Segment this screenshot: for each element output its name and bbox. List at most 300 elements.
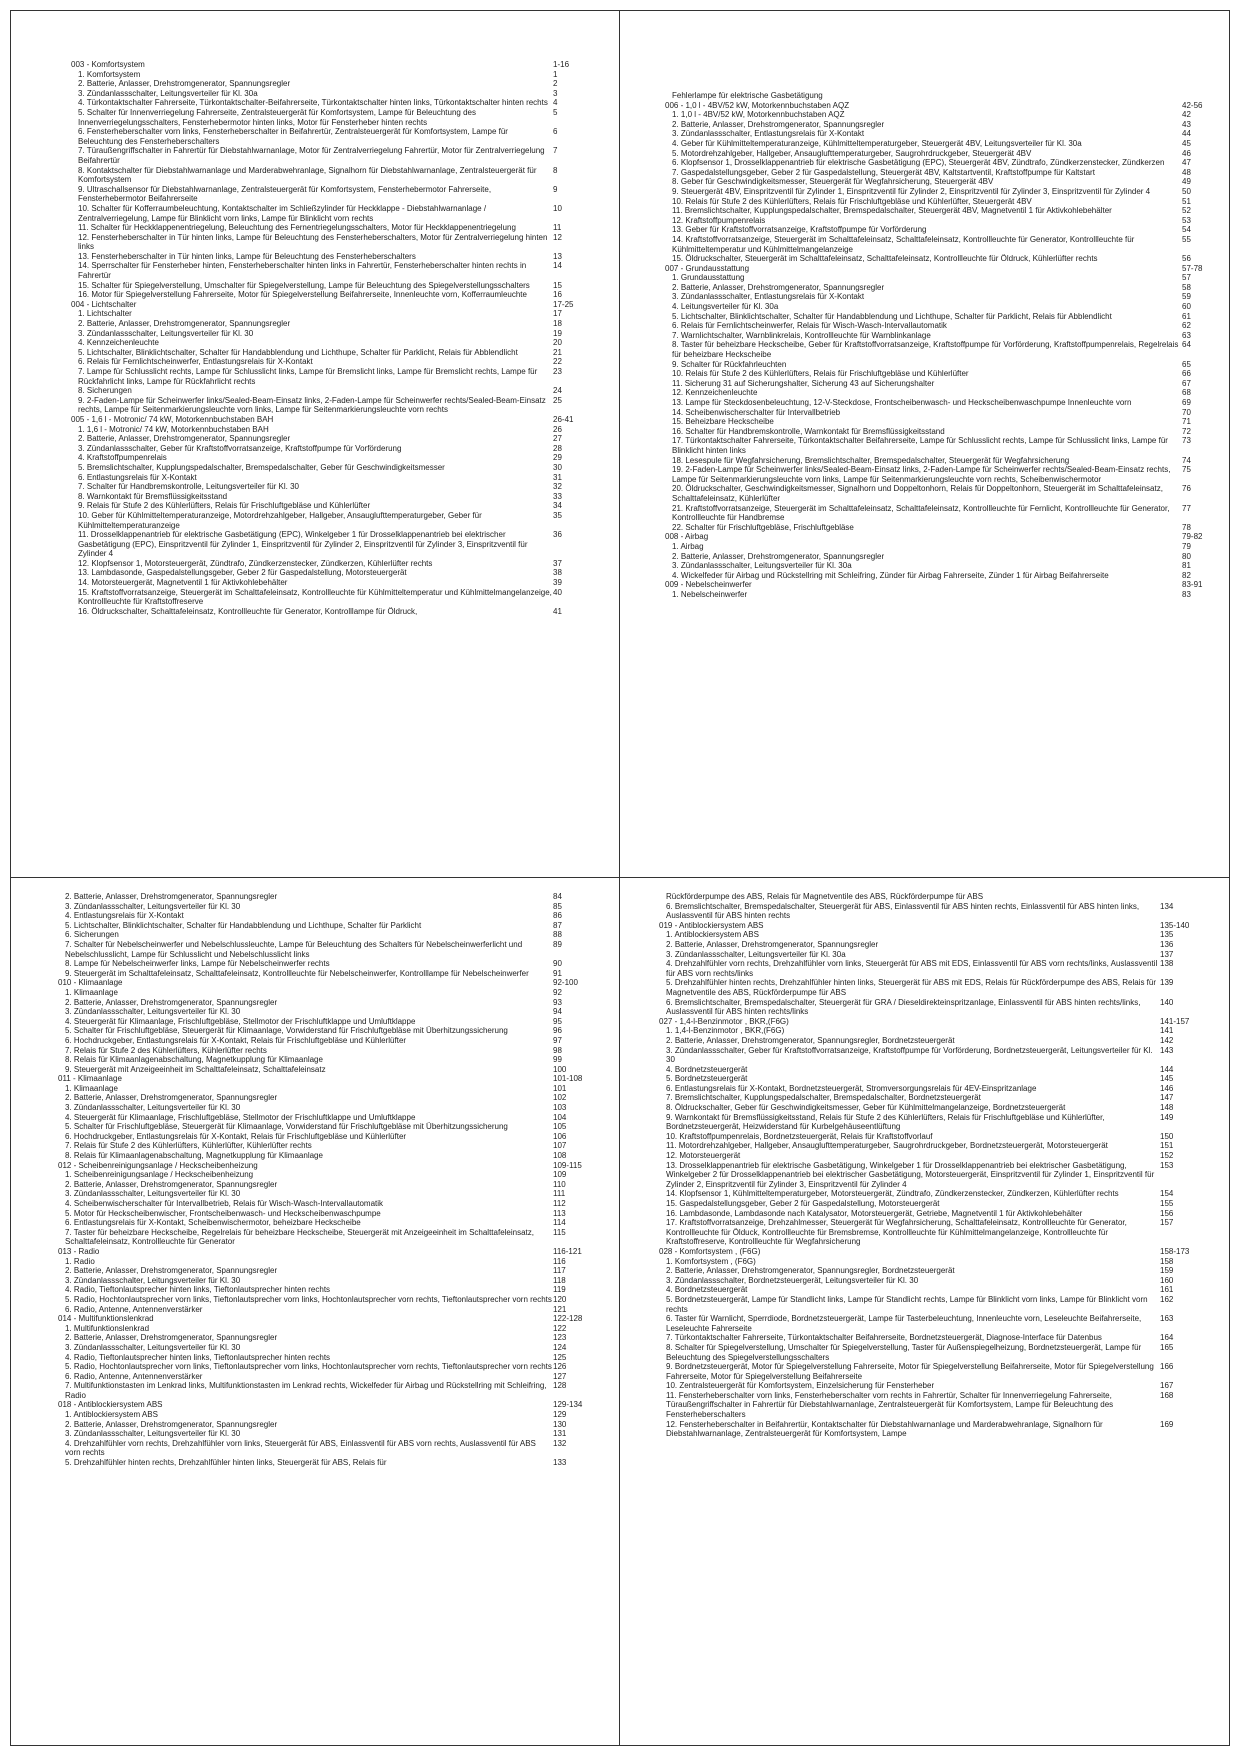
index-entry	[665, 273, 1215, 283]
index-entry	[58, 921, 611, 931]
entry-title: 12. Klopfsensor 1, Motorsteuergerät, Zündtrafo, Zündkerzenstecker, Zündkerzen, Kühlerlüfter rechts	[78, 558, 433, 568]
entry-title: 6. Bremslichtschalter, Bremspedalschalter, Steuergerät für GRA / Dieseldirekteinspritzanlage, Einlassventil für ABS hinten rechts/links, Auslassventil für ABS hinten rechts/links	[666, 997, 1141, 1017]
entry-page-number: 159	[1160, 1266, 1174, 1276]
entry-title: 1. Klimaanlage	[65, 1083, 118, 1093]
entry-title: 9. Ultraschallsensor für Diebstahlwarnanlage, Zentralsteuergerät für Komfortsystem, Fensterhebermotor Fahrerseite, Fensterhebermotor Beifahrerseite	[78, 184, 492, 204]
index-entry	[665, 225, 1215, 235]
entry-title: 19. 2-Faden-Lampe für Scheinwerfer links/Sealed-Beam-Einsatz links, 2-Faden-Lampe für Scheinwerfer rechts/Sealed-Beam-Einsatz rechts, Lampe für Seitenmarkierungsleuchte vorn links, Lampe für Seitenmarkierungsleuchte vorn rechts, Scheibenwischermotor	[672, 465, 1171, 484]
index-entry	[659, 1074, 1215, 1084]
index-entry	[665, 158, 1215, 168]
index-entry	[71, 444, 611, 454]
entry-title: 15. Öldruckschalter, Steuergerät im Schalttafeleinsatz, Schalttafeleinsatz, Kontrollleuchte für Öldruck, Kühlerlüfter rechts	[672, 254, 1098, 264]
index-entry	[659, 902, 1215, 921]
entry-page-number: 67	[1182, 378, 1191, 388]
entry-title: 10. Schalter für Kofferraumbeleuchtung, Kontaktschalter im Schließzylinder für Heckklappe - Diebstahlwarnanlage / Zentralverriegelung, Lampe für Blinklicht vorn links, Lampe für Blinklicht vorn rechts	[78, 203, 487, 223]
entry-title: 21. Kraftstoffvorratsanzeige, Steuergerät im Schalttafeleinsatz, Schalttafeleinsatz, Kontrollleuchte für Fernlicht, Kontrollleuchte für Generator, Kontrollleuchte für Handbremse	[672, 503, 1170, 523]
entry-title: 12. Kennzeichenleuchte	[672, 388, 758, 398]
index-entry	[665, 197, 1215, 207]
entry-page-number: 81	[1182, 561, 1191, 571]
entry-page-number: 38	[553, 568, 562, 578]
entry-title: 4. Steuergerät für Klimaanlage, Frischluftgebläse, Stellmotor der Frischluftklappe und Umluftklappe	[65, 1112, 416, 1122]
entry-page-number: 63	[1182, 330, 1191, 340]
index-entry	[665, 408, 1215, 418]
entry-title: 006 - 1,0 l - 4BV/52 kW, Motorkennbuchstaben AQZ	[665, 100, 850, 110]
entry-title: 18. Lesespule für Wegfahrsicherung, Bremslichtschalter, Bremspedalschalter, Steuergerät für Wegfahrsicherung	[672, 455, 1070, 465]
entry-title: 5. Drehzahlfühler hinten rechts, Drehzahlfühler hinten links, Steuergerät für ABS mit EDS, Relais für Rückförderpumpe des ABS, Relais für Magnetventile des ABS, Rückförderpumpe für ABS	[666, 978, 1157, 997]
index-entry	[659, 1065, 1215, 1075]
index-section-heading	[659, 1247, 1215, 1257]
entry-title: 10. Relais für Stufe 2 des Kühlerlüfters, Relais für Frischluftgebläse und Kühlerlüfter, Steuergerät 4BV	[672, 196, 1032, 206]
entry-page-number	[1160, 892, 1215, 902]
entry-title: 1. Klimaanlage	[65, 987, 118, 997]
index-entry	[58, 998, 611, 1008]
entry-title: 8. Schalter für Spiegelverstellung, Umschalter für Spiegelverstellung, Taster für Außenspiegelheizung, Bordnetzsteuergerät, Lampe für Beleuchtung des Spiegelverstellungsschalters	[666, 1342, 1142, 1362]
entry-page-number: 19	[553, 328, 562, 338]
entry-page-number: 50	[1182, 186, 1191, 196]
entry-page-number: 149	[1160, 1112, 1174, 1122]
entry-page-number: 103	[553, 1103, 567, 1113]
entry-page-number: 108	[553, 1151, 567, 1161]
index-entry	[71, 166, 611, 185]
entry-title: 3. Zündanlassschalter, Leitungsverteiler für Kl. 30	[65, 1007, 241, 1017]
entry-title: 14. Motorsteuergerät, Magnetventil 1 für Aktivkohlebehälter	[78, 578, 288, 588]
entry-page-number: 134	[1160, 901, 1174, 911]
entry-title: 14. Kraftstoffvorratsanzeige, Steuergerät im Schalttafeleinsatz, Schalttafeleinsatz, Kontrollleuchte für Generator, Kontrollleuchte für Kühlmitteltemperatur und Kühlmittelmangelanzeige	[672, 234, 1135, 254]
entry-title: 2. Batterie, Anlasser, Drehstromgenerator, Spannungsregler	[672, 282, 885, 292]
entry-title: 4. Leitungsverteiler für Kl. 30a	[672, 302, 779, 312]
index-entry	[71, 89, 611, 99]
index-entry	[58, 1122, 611, 1132]
index-list	[659, 892, 1215, 1696]
entry-page-number: 68	[1182, 388, 1191, 398]
index-entry	[58, 1410, 611, 1420]
entry-page-number: 138	[1160, 959, 1174, 969]
entry-page-number: 120	[553, 1294, 567, 1304]
index-entry	[659, 950, 1215, 960]
index-entry	[665, 206, 1215, 216]
entry-title: 1. Grundausstattung	[672, 273, 745, 283]
index-entry	[665, 561, 1215, 571]
entry-page-number: 94	[553, 1007, 562, 1017]
index-entry	[58, 1228, 611, 1247]
entry-page-number: 59	[1182, 292, 1191, 302]
index-entry	[58, 1266, 611, 1276]
index-section-heading	[665, 101, 1215, 111]
entry-page-number: 101-108	[553, 1074, 583, 1084]
index-entry	[665, 542, 1215, 552]
entry-title: 5. Lichtschalter, Blinklichtschalter, Schalter für Handabblendung und Lichthupe, Schalter für Parklicht	[65, 920, 422, 930]
entry-title: 3. Zündanlassschalter, Leitungsverteiler für Kl. 30a	[78, 88, 258, 98]
index-entry	[659, 1295, 1215, 1314]
entry-title: 3. Zündanlassschalter, Bordnetzsteuergerät, Leitungsverteiler für Kl. 30	[666, 1275, 919, 1285]
entry-title: 009 - Nebelscheinwerfer	[665, 580, 752, 590]
entry-title: 3. Zündanlassschalter, Leitungsverteiler für Kl. 30	[65, 901, 241, 911]
entry-title: 2. Batterie, Anlasser, Drehstromgenerator, Spannungsregler	[666, 939, 879, 949]
index-entry	[58, 1189, 611, 1199]
entry-title: 7. Türaußengriffschalter in Fahrertür für Diebstahlwarnanlage, Motor für Zentralverriegelung Fahrertür, Motor für Zentralverriegelung Beifahrertür	[78, 146, 545, 165]
entry-page-number: 79	[1182, 541, 1191, 551]
index-entry	[659, 1036, 1215, 1046]
index-entry	[71, 252, 611, 262]
index-entry	[665, 523, 1215, 533]
entry-page-number: 129-134	[553, 1400, 583, 1410]
entry-page-number: 15	[553, 280, 562, 290]
entry-page-number: 162	[1160, 1294, 1174, 1304]
entry-title: 1. 1,4-l-Benzinmotor , BKR,(F6G)	[666, 1026, 785, 1036]
entry-title: 8. Lampe für Nebelscheinwerfer links, Lampe für Nebelscheinwerfer rechts	[65, 959, 330, 969]
index-entry	[58, 1458, 611, 1468]
entry-page-number: 29	[553, 453, 562, 463]
index-entry	[665, 216, 1215, 226]
entry-title: 8. Geber für Geschwindigkeitsmesser, Steuergerät für Wegfahrsicherung, Steuergerät 4BV	[672, 177, 994, 187]
entry-page-number: 155	[1160, 1199, 1174, 1208]
entry-title: 4. Bordnetzsteuergerät	[666, 1064, 748, 1074]
entry-page-number: 86	[553, 911, 562, 921]
index-entry	[71, 70, 611, 80]
entry-page-number: 4	[553, 98, 558, 108]
entry-page-number: 49	[1182, 177, 1191, 187]
index-entry	[659, 1266, 1215, 1276]
entry-title: 8. Warnkontakt für Bremsflüssigkeitsstand	[78, 491, 228, 501]
entry-title: 4. Scheibenwischerschalter für Intervallbetrieb, Relais für Wisch-Wasch-Intervallautomatik	[65, 1199, 384, 1208]
index-entry	[58, 902, 611, 912]
index-entry	[58, 1046, 611, 1056]
entry-title: 6. Relais für Fernlichtscheinwerfer, Entlastungsrelais für X-Kontakt	[78, 357, 313, 367]
entry-title: 5. Lichtschalter, Blinklichtschalter, Schalter für Handabblendung und Lichthupe, Schalter für Parklicht, Relais für Abblendlicht	[78, 347, 518, 357]
entry-page-number: 55	[1182, 234, 1191, 244]
entry-page-number: 61	[1182, 311, 1191, 321]
index-entry	[659, 1084, 1215, 1094]
index-entry	[58, 1362, 611, 1372]
entry-title: 5. Bordnetzsteuergerät	[666, 1074, 748, 1084]
entry-page-number: 131	[553, 1429, 567, 1439]
entry-page-number: 126	[553, 1362, 567, 1372]
entry-page-number: 152	[1160, 1151, 1174, 1161]
entry-title: 2. Batterie, Anlasser, Drehstromgenerator, Spannungsregler	[65, 892, 278, 901]
index-entry	[665, 484, 1215, 503]
index-entry	[665, 312, 1215, 322]
entry-title: 4. Drehzahlfühler vorn rechts, Drehzahlfühler vorn links, Steuergerät für ABS, Einlassventil für ABS vorn rechts, Auslassventil für ABS vorn rechts	[65, 1438, 536, 1458]
index-entry	[58, 1439, 611, 1458]
entry-title: 2. Batterie, Anlasser, Drehstromgenerator, Spannungsregler	[78, 319, 291, 329]
entry-page-number: 28	[553, 443, 562, 453]
entry-title: 1. Airbag	[672, 541, 704, 551]
entry-page-number: 99	[553, 1055, 562, 1065]
entry-page-number: 91	[553, 968, 562, 978]
entry-page-number: 11	[553, 223, 562, 233]
entry-title: 3. Zündanlassschalter, Leitungsverteiler für Kl. 30	[65, 1429, 241, 1439]
entry-page-number: 158-173	[1160, 1246, 1190, 1256]
entry-page-number: 93	[553, 997, 562, 1007]
index-entry	[71, 348, 611, 358]
entry-page-number: 147	[1160, 1093, 1174, 1103]
index-entry	[71, 290, 611, 300]
entry-title: 1. 1,6 l - Motronic/ 74 kW, Motorkennbuchstaben BAH	[78, 424, 269, 434]
index-entry	[58, 1103, 611, 1113]
entry-title: 4. Kennzeichenleuchte	[78, 338, 159, 348]
entry-title: 8. Relais für Klimaanlagenabschaltung, Magnetkupplung für Klimaanlage	[65, 1055, 323, 1065]
entry-page-number: 10	[553, 203, 562, 213]
entry-title: 6. Hochdruckgeber, Entlastungsrelais für X-Kontakt, Relais für Frischluftgebläse und Kühlerlüfter	[65, 1035, 407, 1045]
index-entry	[659, 959, 1215, 978]
entry-title: 5. Radio, Hochtonlautsprecher vorn links, Tieftonlautsprecher vorn links, Hochtonlautsprecher vorn rechts, Tieftonlautsprecher vorn rechts	[65, 1294, 552, 1304]
index-entry	[58, 1209, 611, 1219]
entry-page-number: 20	[553, 338, 562, 348]
index-entry	[71, 530, 611, 559]
entry-title: 14. Sperrschalter für Fensterheber hinten, Fensterheberschalter hinten links in Fahrertür, Fensterheberschalter hinten rechts in Fahrertür	[78, 261, 527, 281]
entry-title: 008 - Airbag	[665, 532, 709, 542]
entry-page-number: 73	[1182, 436, 1191, 446]
entry-title: 7. Türkontaktschalter Fahrerseite, Türkontaktschalter Beifahrerseite, Bordnetzsteuergerät, Diagnose-Interface für Datenbus	[666, 1333, 1102, 1343]
entry-title: 1. Komfortsystem	[78, 69, 141, 79]
index-entry	[659, 1276, 1215, 1286]
entry-title: 20. Öldruckschalter, Geschwindigkeitsmesser, Signalhorn und Doppeltonhorn, Relais für Doppeltonhorn, Steuergerät im Schalttafeleinsatz, Schalttafeleinsatz, Kühlerlüfter	[672, 484, 1163, 503]
entry-title: 003 - Komfortsystem	[71, 60, 145, 69]
entry-title: 012 - Scheibenreinigungsanlage / Heckscheibenheizung	[58, 1160, 258, 1170]
index-section-heading	[58, 1161, 611, 1171]
entry-page-number: 132	[553, 1438, 567, 1448]
index-entry	[659, 1103, 1215, 1113]
entry-page-number: 25	[553, 395, 562, 405]
index-entry	[665, 91, 1215, 101]
entry-page-number: 127	[553, 1371, 567, 1381]
index-section-heading	[659, 921, 1215, 931]
index-entry	[665, 590, 1215, 600]
entry-page-number: 130	[553, 1419, 567, 1429]
index-entry	[71, 309, 611, 319]
entry-page-number: 51	[1182, 196, 1191, 206]
index-entry	[58, 1429, 611, 1439]
entry-page-number: 65	[1182, 359, 1191, 369]
index-entry	[665, 120, 1215, 130]
entry-page-number: 143	[1160, 1045, 1174, 1055]
entry-page-number: 156	[1160, 1208, 1174, 1218]
entry-page-number: 27	[553, 434, 562, 444]
entry-title: 1. Radio	[65, 1256, 95, 1266]
entry-title: 13. Fensterheberschalter in Tür hinten links, Lampe für Beleuchtung des Fensterheberschalters	[78, 251, 416, 261]
entry-page-number: 102	[553, 1093, 567, 1103]
entry-page-number: 36	[553, 530, 562, 540]
index-entry	[71, 338, 611, 348]
index-entry	[665, 369, 1215, 379]
entry-page-number: 110	[553, 1179, 566, 1189]
entry-title: 17. Türkontaktschalter Fahrerseite, Türkontaktschalter Beifahrerseite, Lampe für Schlusslicht rechts, Lampe für Schlusslicht links, Lampe für Blinklicht hinten links	[672, 436, 1168, 455]
entry-title: 8. Öldruckschalter, Geber für Geschwindigkeitsmesser, Geber für Kühlmittelmangelanzeige, Bordnetzsteuergerät	[666, 1103, 1066, 1113]
entry-page-number: 167	[1160, 1381, 1174, 1391]
entry-title: 3. Zündanlassschalter, Entlastungsrelais für X-Kontakt	[672, 292, 865, 302]
entry-title: 5. Motordrehzahlgeber, Hallgeber, Ansauglufttemperaturgeber, Saugrohrdruckgeber, Steuergerät 4BV	[672, 148, 1032, 158]
entry-page-number: 82	[1182, 570, 1191, 580]
entry-title: 6. Entlastungsrelais für X-Kontakt, Scheibenwischermotor, beheizbare Heckscheibe	[65, 1218, 361, 1228]
entry-title: 011 - Klimaanlage	[58, 1074, 122, 1084]
entry-page-number: 113	[553, 1208, 566, 1218]
index-entry	[58, 1132, 611, 1142]
entry-title: 11. Schalter für Heckklappenentriegelung, Beleuchtung des Fernentriegelungsschalters, Motor für Heckklappenentriegelung	[78, 223, 516, 233]
entry-page-number: 141	[1160, 1026, 1174, 1036]
index-entry	[58, 1180, 611, 1190]
entry-title: 7. Warnlichtschalter, Warnblinkrelais, Kontrollleuchte für Warnblinkanlage	[672, 330, 931, 340]
entry-page-number: 53	[1182, 215, 1191, 225]
index-entry	[659, 1343, 1215, 1362]
entry-page-number: 9	[553, 184, 558, 194]
entry-title: 7. Relais für Stufe 2 des Kühlerlüfters, Kühlerlüfter, Kühlerlüfter rechts	[65, 1141, 312, 1151]
entry-page-number: 124	[553, 1342, 567, 1352]
entry-page-number: 119	[553, 1285, 566, 1295]
index-entry	[665, 321, 1215, 331]
index-section-heading	[665, 532, 1215, 542]
index-section-heading	[58, 1400, 611, 1410]
index-entry	[58, 1017, 611, 1027]
index-section-heading	[665, 580, 1215, 590]
index-entry	[71, 588, 611, 607]
entry-page-number: 114	[553, 1218, 566, 1228]
index-entry	[71, 127, 611, 146]
entry-title: 6. Entlastungsrelais für X-Kontakt	[78, 472, 197, 482]
index-section-heading	[58, 978, 611, 988]
index-entry	[71, 79, 611, 89]
entry-page-number: 157	[1160, 1218, 1174, 1228]
index-entry	[659, 1333, 1215, 1343]
index-entry	[58, 1065, 611, 1075]
entry-page-number: 136	[1160, 939, 1174, 949]
entry-title: 5. Schalter für Innenverriegelung Fahrerseite, Zentralsteuergerät für Komfortsystem, Lampe für Beleuchtung des Innenverriegelungsschalters, Fensterhebermotor hinten links, Motor für Fensterheber hinten rechts	[78, 107, 476, 127]
entry-page-number: 117	[553, 1266, 566, 1276]
entry-page-number: 100	[553, 1064, 567, 1074]
index-entry	[665, 254, 1215, 264]
entry-title: 15. Gaspedalstellungsgeber, Geber 2 für Gaspedalstellung, Motorsteuergerät	[666, 1199, 940, 1208]
entry-title: 1. Scheibenreinigungsanlage / Heckscheibenheizung	[65, 1170, 254, 1180]
index-entry	[71, 204, 611, 223]
entry-title: 13. Drosselklappenantrieb für elektrische Gasbetätigung, Winkelgeber 1 für Drosselklappenantrieb bei elektrischer Gasbetätigung, Winkelgeber 2 für Drosselklappenantrieb bei elektrischer Gasbetätigung, Motorsteuergerät, Einspritzventil für Zylinder 1, Einspritzventil für Zylinder 2, Einspritzventil für Zylinder 3, Einspritzventil für Zylinder 4	[666, 1160, 1155, 1189]
index-entry	[665, 340, 1215, 359]
entry-title: 12. Motorsteuergerät	[666, 1151, 741, 1161]
index-entry	[665, 427, 1215, 437]
entry-title: 12. Kraftstoffpumpenrelais	[672, 215, 766, 225]
index-entry	[58, 892, 611, 902]
index-entry	[71, 98, 611, 108]
entry-title: 11. Motordrehzahlgeber, Hallgeber, Ansauglufttemperaturgeber, Saugrohrdruckgeber, Bordnetzsteuergerät, Motorsteuergerät	[666, 1141, 1108, 1151]
index-section-heading	[71, 415, 611, 425]
index-list	[71, 60, 611, 829]
entry-title: 4. Bordnetzsteuergerät	[666, 1285, 748, 1295]
entry-title: 1. Lichtschalter	[78, 309, 132, 319]
entry-title: 10. Geber für Kühlmitteltemperaturanzeige, Motordrehzahlgeber, Hallgeber, Ansauglufttemperaturgeber, Geber für Kühlmitteltemperaturanzeige	[78, 510, 482, 530]
index-entry	[659, 1391, 1215, 1420]
entry-page-number: 139	[1160, 978, 1174, 988]
entry-title: 7. Lampe für Schlusslicht rechts, Lampe für Schlusslicht links, Lampe für Bremslicht links, Lampe für Bremslicht rechts, Lampe für Rückfahrlicht links, Lampe für Rückfahrlicht rechts	[78, 367, 538, 386]
entry-page-number: 16	[553, 290, 562, 300]
entry-title: 3. Zündanlassschalter, Leitungsverteiler für Kl. 30a	[666, 949, 846, 959]
entry-page-number: 151	[1160, 1141, 1174, 1151]
index-entry	[58, 1170, 611, 1180]
index-entry	[58, 1420, 611, 1430]
entry-title: 8. Taster für beheizbare Heckscheibe, Geber für Kraftstoffvorratsanzeige, Kraftstoffpumpe für Vorförderung, Kraftstoffpumpenrelais, Regelrelais für beheizbare Heckscheibe	[672, 340, 1179, 360]
entry-title: 004 - Lichtschalter	[71, 299, 137, 309]
index-section-heading	[58, 1074, 611, 1084]
entry-page-number: 33	[553, 491, 562, 501]
entry-page-number: 43	[1182, 119, 1191, 129]
entry-title: 4. Entlastungsrelais für X-Kontakt	[65, 911, 184, 921]
entry-page-number: 58	[1182, 282, 1191, 292]
entry-page-number: 150	[1160, 1131, 1174, 1141]
entry-title: 028 - Komfortsystem , (F6G)	[659, 1246, 761, 1256]
index-entry	[58, 1007, 611, 1017]
index-entry	[58, 1218, 611, 1228]
entry-page-number: 104	[553, 1112, 567, 1122]
entry-title: 3. Zündanlassschalter, Geber für Kraftstoffvorratsanzeige, Kraftstoffpumpe für Vorförderung, Bordnetzsteuergerät, Leitungsverteiler für Kl. 30	[666, 1045, 1153, 1065]
entry-title: 2. Batterie, Anlasser, Drehstromgenerator, Spannungsregler	[78, 79, 291, 89]
index-entry	[58, 930, 611, 940]
entry-title: 7. Gaspedalstellungsgeber, Geber 2 für Gaspedalstellung, Steuergerät 4BV, Kaltstartventil, Kraftstoffpumpe für Kaltstart	[672, 167, 1095, 177]
entry-page-number: 92-100	[553, 978, 578, 988]
index-entry	[659, 1141, 1215, 1151]
entry-title: 1. Antiblockiersystem ABS	[65, 1410, 158, 1420]
index-entry	[665, 129, 1215, 139]
index-entry	[659, 1113, 1215, 1132]
entry-page-number: 14	[553, 261, 562, 271]
index-entry	[58, 1333, 611, 1343]
entry-title: 13. Lampe für Steckdosenbeleuchtung, 12-V-Steckdose, Frontscheibenwasch- und Heckscheibenwaschpumpe Innenleuchte vorn	[672, 398, 1132, 407]
index-entry	[665, 235, 1215, 254]
index-entry	[71, 357, 611, 367]
entry-title: 6. Relais für Fernlichtscheinwerfer, Relais für Wisch-Wasch-Intervallautomatik	[672, 321, 947, 331]
index-entry	[58, 988, 611, 998]
entry-title: 7. Relais für Stufe 2 des Kühlerlüfters, Kühlerlüfter rechts	[65, 1045, 267, 1055]
entry-title: 9. Schalter für Rückfahrleuchten	[672, 359, 787, 369]
entry-title: 4. Radio, Tieftonlautsprecher hinten links, Tieftonlautsprecher hinten rechts	[65, 1285, 331, 1295]
index-entry	[71, 578, 611, 588]
index-entry	[58, 1093, 611, 1103]
entry-page-number: 46	[1182, 148, 1191, 158]
entry-title: 10. Kraftstoffpumpenrelais, Bordnetzsteuergerät, Relais für Kraftstoffvorlauf	[666, 1131, 933, 1141]
entry-title: 15. Kraftstoffvorratsanzeige, Steuergerät im Schalttafeleinsatz, Kontrollleuchte für Kühlmitteltemperatur und Kühlmittelmangelanzeige, Kontrollleuchte für Kraftstoffreserve	[78, 587, 552, 607]
entry-page-number: 164	[1160, 1333, 1174, 1343]
entry-page-number: 54	[1182, 225, 1191, 235]
entry-page-number: 72	[1182, 426, 1191, 436]
entry-page-number: 105	[553, 1122, 567, 1132]
entry-page-number: 23	[553, 367, 562, 376]
index-entry	[58, 1084, 611, 1094]
entry-page-number: 77	[1182, 503, 1191, 513]
index-entry	[665, 552, 1215, 562]
entry-page-number: 85	[553, 901, 562, 911]
entry-page-number: 41	[553, 606, 562, 616]
entry-page-number: 52	[1182, 206, 1191, 216]
entry-page-number: 48	[1182, 167, 1191, 177]
index-list	[58, 892, 611, 1696]
entry-title: 12. Fensterheberschalter in Tür hinten links, Lampe für Beleuchtung des Fensterheberschalters, Motor für Zentralverriegelung hinten links	[78, 232, 548, 252]
entry-page-number: 44	[1182, 129, 1191, 139]
entry-page-number: 32	[553, 482, 562, 492]
index-entry	[665, 398, 1215, 408]
entry-title: 1. Komfortsystem , (F6G)	[666, 1256, 756, 1266]
entry-title: 3. Zündanlassschalter, Leitungsverteiler für Kl. 30	[78, 328, 254, 338]
index-entry	[659, 1093, 1215, 1103]
entry-title: 5. Bordnetzsteuergerät, Lampe für Standlicht links, Lampe für Standlicht rechts, Lampe für Blinklicht vorn links, Lampe für Blinklicht vorn rechts	[666, 1294, 1148, 1314]
entry-page-number: 78	[1182, 522, 1191, 532]
entry-page-number: 17	[553, 309, 562, 319]
entry-page-number: 92	[553, 987, 562, 997]
entry-page-number: 106	[553, 1131, 567, 1141]
entry-page-number: 57-78	[1182, 263, 1203, 273]
entry-page-number: 161	[1160, 1285, 1174, 1295]
entry-page-number: 42-56	[1182, 100, 1203, 110]
entry-page-number: 35	[553, 510, 562, 520]
entry-page-number: 122-128	[553, 1314, 583, 1324]
entry-page-number: 168	[1160, 1390, 1174, 1400]
entry-page-number: 75	[1182, 465, 1191, 475]
entry-title: 10. Zentralsteuergerät für Komfortsystem, Einzelsicherung für Fensterheber	[666, 1381, 935, 1391]
